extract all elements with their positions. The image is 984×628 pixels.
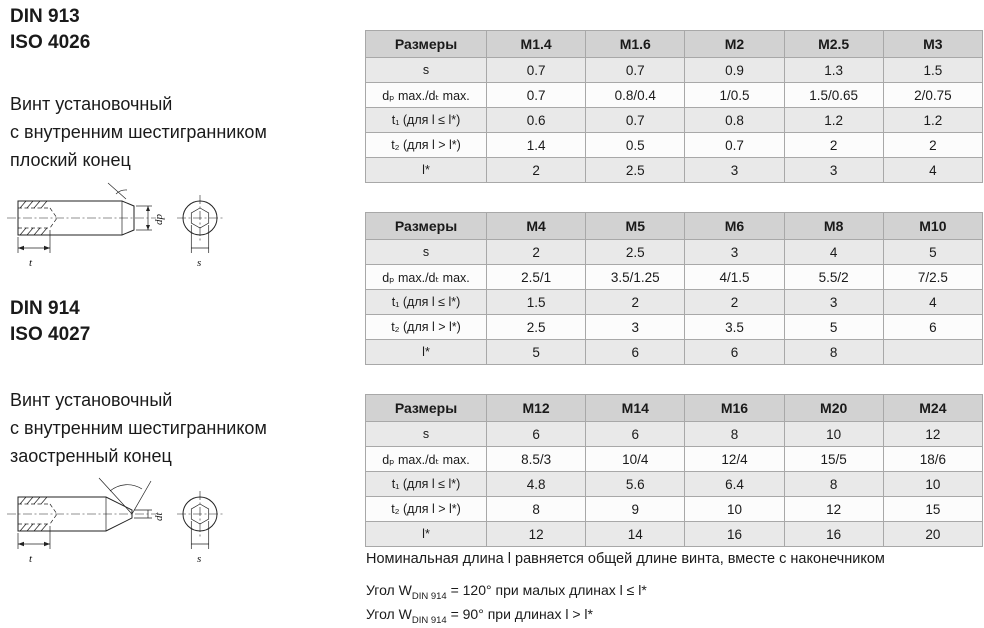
col-header: M1.6: [586, 31, 685, 58]
row-label: t₁ (для l ≤ l*): [366, 108, 487, 133]
angle-note-rest: = 120° при малых длинах l ≤ l*: [446, 582, 647, 598]
cell: 0.7: [586, 108, 685, 133]
cell: 4.8: [487, 472, 586, 497]
cone-angle-annotation: [99, 478, 151, 514]
cell: 2: [685, 290, 784, 315]
angle-note-90: [366, 606, 593, 626]
cell: 2: [784, 133, 883, 158]
cell: 2: [487, 240, 586, 265]
cell: 3: [784, 290, 883, 315]
cone-point-drawing: [4, 474, 236, 572]
cell: 10: [784, 422, 883, 447]
dim-label-t: t: [29, 257, 33, 269]
cell: 1.5/0.65: [784, 83, 883, 108]
drawing-flat-point-setscrew: [4, 178, 236, 281]
angle-note-sub: DIN 914: [411, 614, 447, 626]
cell: 1.3: [784, 58, 883, 83]
iso4027-label: ISO 4027: [10, 324, 91, 345]
col-header: M12: [487, 395, 586, 422]
table-row: [366, 522, 983, 547]
din914-label: DIN 914: [10, 298, 80, 319]
desc-line: Винт установочный: [10, 390, 173, 410]
col-header: M4: [487, 213, 586, 240]
cell: 1.5: [487, 290, 586, 315]
cell: 14: [586, 522, 685, 547]
row-label: t₂ (для l > l*): [366, 497, 487, 522]
cell: 7/2.5: [883, 265, 982, 290]
col-header: M16: [685, 395, 784, 422]
cell: 16: [685, 522, 784, 547]
row-label: s: [366, 58, 487, 83]
cell: 3: [685, 158, 784, 183]
table-row: [366, 158, 983, 183]
cell: 15: [883, 497, 982, 522]
depth-dimension: [18, 230, 50, 253]
col-header: M3: [883, 31, 982, 58]
cell: 4/1.5: [685, 265, 784, 290]
din913-label: DIN 913: [10, 6, 80, 27]
header-sizes: Размеры: [366, 213, 487, 240]
cell: 12: [883, 422, 982, 447]
table-header-row: [366, 213, 983, 240]
cell: 2.5: [487, 315, 586, 340]
cell: 2: [586, 290, 685, 315]
angle-note-prefix: Угол W: [366, 582, 412, 598]
dim-label-s: s: [197, 553, 202, 565]
dim-label-s: s: [197, 257, 202, 269]
cell: 8: [784, 340, 883, 365]
cell: 3: [685, 240, 784, 265]
row-label: dₚ max./dₜ max.: [366, 447, 487, 472]
table-row: [366, 58, 983, 83]
depth-dimension: [18, 526, 50, 549]
cell: 5.6: [586, 472, 685, 497]
cell: 6: [586, 340, 685, 365]
desc-line: с внутренним шестигранником: [10, 418, 267, 438]
iso4026-label: ISO 4026: [10, 32, 91, 53]
desc-line: заостренный конец: [10, 446, 172, 466]
cell: 2.5: [586, 240, 685, 265]
cell: 5.5/2: [784, 265, 883, 290]
cell: 6: [883, 315, 982, 340]
hex-end-view: [177, 195, 223, 253]
cell: 0.8/0.4: [586, 83, 685, 108]
cell: [883, 340, 982, 365]
header-sizes: Размеры: [366, 395, 487, 422]
row-label: s: [366, 240, 487, 265]
angle-note-rest: = 90° при длинах l > l*: [446, 606, 593, 622]
cell: 0.9: [685, 58, 784, 83]
desc-line: с внутренним шестигранником: [10, 122, 267, 142]
row-label: dₚ max./dₜ max.: [366, 83, 487, 108]
cell: 2.5/1: [487, 265, 586, 290]
cell: 1.5: [883, 58, 982, 83]
cell: 0.5: [586, 133, 685, 158]
table-row: [366, 240, 983, 265]
description-cone-point: [10, 386, 267, 470]
table-row: [366, 497, 983, 522]
row-label: dₚ max./dₜ max.: [366, 265, 487, 290]
table-row: [366, 447, 983, 472]
description-flat-point: [10, 90, 267, 174]
dim-label-dp: dp: [153, 214, 165, 225]
cell: 1.2: [883, 108, 982, 133]
row-label: l*: [366, 522, 487, 547]
flat-point-drawing: [4, 178, 236, 276]
cell: 3.5: [685, 315, 784, 340]
cell: 0.7: [685, 133, 784, 158]
table-row: [366, 83, 983, 108]
cell: 0.7: [487, 83, 586, 108]
cell: 5: [784, 315, 883, 340]
table-row: [366, 472, 983, 497]
col-header: M10: [883, 213, 982, 240]
table-row: [366, 133, 983, 158]
cell: 5: [487, 340, 586, 365]
header-sizes: Размеры: [366, 31, 487, 58]
dim-label-t: t: [29, 553, 33, 565]
cell: 0.7: [487, 58, 586, 83]
col-header: M2: [685, 31, 784, 58]
angle-note-120: [366, 582, 647, 602]
col-header: M24: [883, 395, 982, 422]
cell: 10/4: [586, 447, 685, 472]
cell: 8: [487, 497, 586, 522]
cell: 4: [883, 158, 982, 183]
table-row: [366, 290, 983, 315]
angle-note-sub: DIN 914: [411, 590, 447, 602]
col-header: M20: [784, 395, 883, 422]
table-row: [366, 265, 983, 290]
cell: 9: [586, 497, 685, 522]
cell: 12: [487, 522, 586, 547]
cell: 16: [784, 522, 883, 547]
cell: 6: [487, 422, 586, 447]
table-row: [366, 315, 983, 340]
hex-end-view: [177, 491, 223, 549]
heading-din914: [10, 296, 90, 348]
cell: 4: [784, 240, 883, 265]
cell: 8.5/3: [487, 447, 586, 472]
dimensions-table-m12-m24: [365, 394, 983, 547]
cell: 8: [784, 472, 883, 497]
col-header: M5: [586, 213, 685, 240]
cell: 8: [685, 422, 784, 447]
row-label: t₁ (для l ≤ l*): [366, 472, 487, 497]
cell: 3: [784, 158, 883, 183]
cell: 20: [883, 522, 982, 547]
cell: 6.4: [685, 472, 784, 497]
cell: 1.2: [784, 108, 883, 133]
table-header-row: [366, 395, 983, 422]
col-header: M1.4: [487, 31, 586, 58]
col-header: M6: [685, 213, 784, 240]
cell: 0.6: [487, 108, 586, 133]
row-label: t₂ (для l > l*): [366, 133, 487, 158]
row-label: l*: [366, 158, 487, 183]
row-label: t₂ (для l > l*): [366, 315, 487, 340]
cell: 0.8: [685, 108, 784, 133]
desc-line: плоский конец: [10, 150, 131, 170]
cell: 15/5: [784, 447, 883, 472]
row-label: s: [366, 422, 487, 447]
cell: 10: [685, 497, 784, 522]
cell: 10: [883, 472, 982, 497]
drawing-cone-point-setscrew: [4, 474, 236, 577]
cell: 18/6: [883, 447, 982, 472]
cell: 3: [586, 315, 685, 340]
cell: 12/4: [685, 447, 784, 472]
cell: 5: [883, 240, 982, 265]
cell: 2: [883, 133, 982, 158]
cell: 3.5/1.25: [586, 265, 685, 290]
table-row: [366, 340, 983, 365]
cell: 12: [784, 497, 883, 522]
cell: 2: [487, 158, 586, 183]
dimensions-table-m4-m10: [365, 212, 983, 365]
cell: 6: [685, 340, 784, 365]
cell: 1/0.5: [685, 83, 784, 108]
angle-note-prefix: Угол W: [366, 606, 412, 622]
col-header: M2.5: [784, 31, 883, 58]
table-row: [366, 108, 983, 133]
dim-label-dt: dt: [153, 512, 165, 521]
col-header: M8: [784, 213, 883, 240]
dimensions-table-m1_4-m3: [365, 30, 983, 183]
cell: 6: [586, 422, 685, 447]
desc-line: Винт установочный: [10, 94, 173, 114]
cell: 2/0.75: [883, 83, 982, 108]
cell: 2.5: [586, 158, 685, 183]
row-label: l*: [366, 340, 487, 365]
table-header-row: [366, 31, 983, 58]
table-row: [366, 422, 983, 447]
cell: 4: [883, 290, 982, 315]
nominal-length-note: Номинальная длина l равняется общей длине винта, вместе с наконечником: [366, 551, 885, 567]
col-header: M14: [586, 395, 685, 422]
row-label: t₁ (для l ≤ l*): [366, 290, 487, 315]
cell: 0.7: [586, 58, 685, 83]
heading-din913: [10, 4, 90, 56]
cell: 1.4: [487, 133, 586, 158]
